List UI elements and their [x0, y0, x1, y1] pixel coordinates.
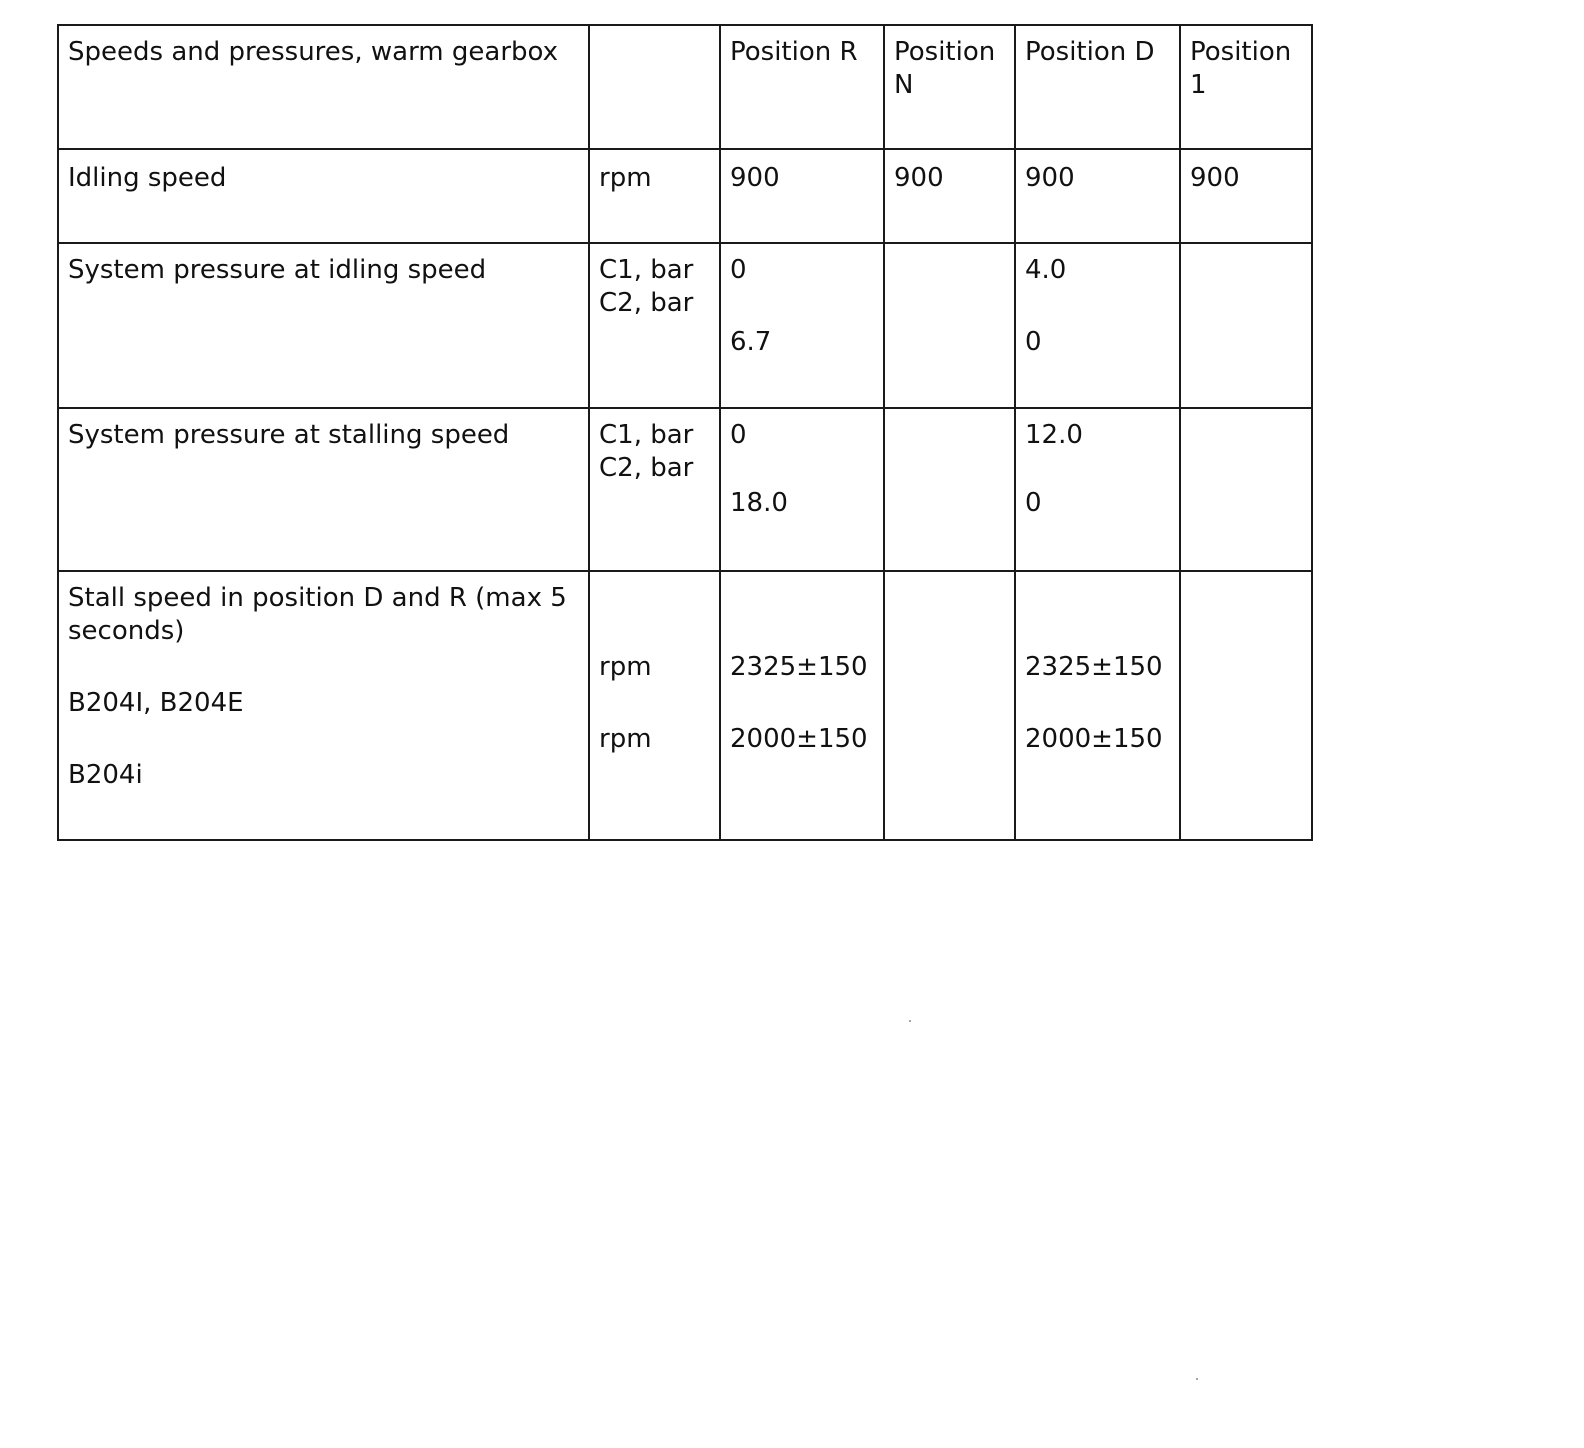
- idling-speed-position-r-cell: [720, 149, 884, 243]
- header-description-cell: [58, 25, 589, 149]
- system-pressure-idling-position-d-cell: [1015, 243, 1180, 408]
- system-pressure-stalling-position-1-cell: [1180, 408, 1312, 571]
- stall-speed-description-cell: [58, 571, 589, 840]
- system-pressure-stalling-unit-c1: C1, bar: [599, 420, 694, 450]
- system-pressure-stalling-description-cell: [58, 408, 589, 571]
- idling-speed-description-cell: [58, 149, 589, 243]
- system-pressure-stalling-position-r-c1: 0: [730, 420, 747, 450]
- system-pressure-stalling-position-d-c2: 0: [1025, 488, 1042, 518]
- system-pressure-idling-unit-cell: [589, 243, 720, 408]
- stall-speed-position-r-1: 2325±150: [730, 652, 868, 682]
- stall-speed-position-1-cell: [1180, 571, 1312, 840]
- system-pressure-stalling-position-r-c2: 18.0: [730, 488, 788, 518]
- stall-speed-engine-2: B204i: [68, 760, 143, 790]
- stall-speed-description: Stall speed in position D and R (max 5 seconds): [68, 583, 567, 646]
- header-position-d-cell: [1015, 25, 1180, 149]
- system-pressure-stalling-position-r-cell: [720, 408, 884, 571]
- scan-speck: [1196, 1378, 1198, 1380]
- system-pressure-stalling-unit-c2: C2, bar: [599, 453, 694, 483]
- idling-speed-unit-cell: [589, 149, 720, 243]
- system-pressure-idling-position-r-c2: 6.7: [730, 327, 772, 357]
- stall-speed-unit-2: rpm: [599, 724, 652, 754]
- stall-speed-unit-cell: [589, 571, 720, 840]
- system-pressure-stalling-position-d-c1: 12.0: [1025, 420, 1083, 450]
- system-pressure-stalling-position-d-cell: [1015, 408, 1180, 571]
- table-header-row: [58, 25, 1312, 149]
- system-pressure-idling-unit-c2: C2, bar: [599, 288, 694, 318]
- idling-speed-position-d: 900: [1025, 163, 1075, 193]
- system-pressure-stalling-position-n-cell: [884, 408, 1015, 571]
- system-pressure-idling-position-n-cell: [884, 243, 1015, 408]
- system-pressure-idling-description-cell: [58, 243, 589, 408]
- idling-speed-description: Idling speed: [68, 163, 227, 193]
- system-pressure-idling-position-r-cell: [720, 243, 884, 408]
- system-pressure-idling-position-1-cell: [1180, 243, 1312, 408]
- header-position-n-cell: [884, 25, 1015, 149]
- stall-speed-engine-1: B204I, B204E: [68, 688, 244, 718]
- system-pressure-stalling-description: System pressure at stalling speed: [68, 420, 510, 450]
- idling-speed-position-r: 900: [730, 163, 780, 193]
- stall-speed-position-r-2: 2000±150: [730, 724, 868, 754]
- idling-speed-unit: rpm: [599, 163, 652, 193]
- idling-speed-position-n: 900: [894, 163, 944, 193]
- stall-speed-position-d-1: 2325±150: [1025, 652, 1163, 682]
- idling-speed-position-1: 900: [1190, 163, 1240, 193]
- header-position-r: Position R: [730, 37, 858, 67]
- idling-speed-position-d-cell: [1015, 149, 1180, 243]
- header-position-d: Position D: [1025, 37, 1155, 67]
- header-position-n: Position N: [894, 37, 996, 100]
- scan-speck: [909, 1020, 911, 1022]
- system-pressure-idling-position-d-c1: 4.0: [1025, 255, 1067, 285]
- table-row-system-pressure-stalling: [58, 408, 1312, 571]
- header-unit-cell: [589, 25, 720, 149]
- system-pressure-idling-position-r-c1: 0: [730, 255, 747, 285]
- stall-speed-unit-1: rpm: [599, 652, 652, 682]
- stall-speed-position-d-2: 2000±150: [1025, 724, 1163, 754]
- system-pressure-idling-position-d-c2: 0: [1025, 327, 1042, 357]
- header-description: Speeds and pressures, warm gearbox: [68, 37, 559, 67]
- header-position-1-cell: [1180, 25, 1312, 149]
- header-position-1: Position 1: [1190, 37, 1292, 100]
- system-pressure-stalling-unit-cell: [589, 408, 720, 571]
- system-pressure-idling-unit-c1: C1, bar: [599, 255, 694, 285]
- table-row-stall-speed: [58, 571, 1312, 840]
- stall-speed-position-d-cell: [1015, 571, 1180, 840]
- stall-speed-position-r-cell: [720, 571, 884, 840]
- idling-speed-position-1-cell: [1180, 149, 1312, 243]
- table-row-system-pressure-idling: [58, 243, 1312, 408]
- specifications-table: [57, 24, 1313, 841]
- idling-speed-position-n-cell: [884, 149, 1015, 243]
- header-position-r-cell: [720, 25, 884, 149]
- stall-speed-position-n-cell: [884, 571, 1015, 840]
- system-pressure-idling-description: System pressure at idling speed: [68, 255, 487, 285]
- table-row-idling-speed: [58, 149, 1312, 243]
